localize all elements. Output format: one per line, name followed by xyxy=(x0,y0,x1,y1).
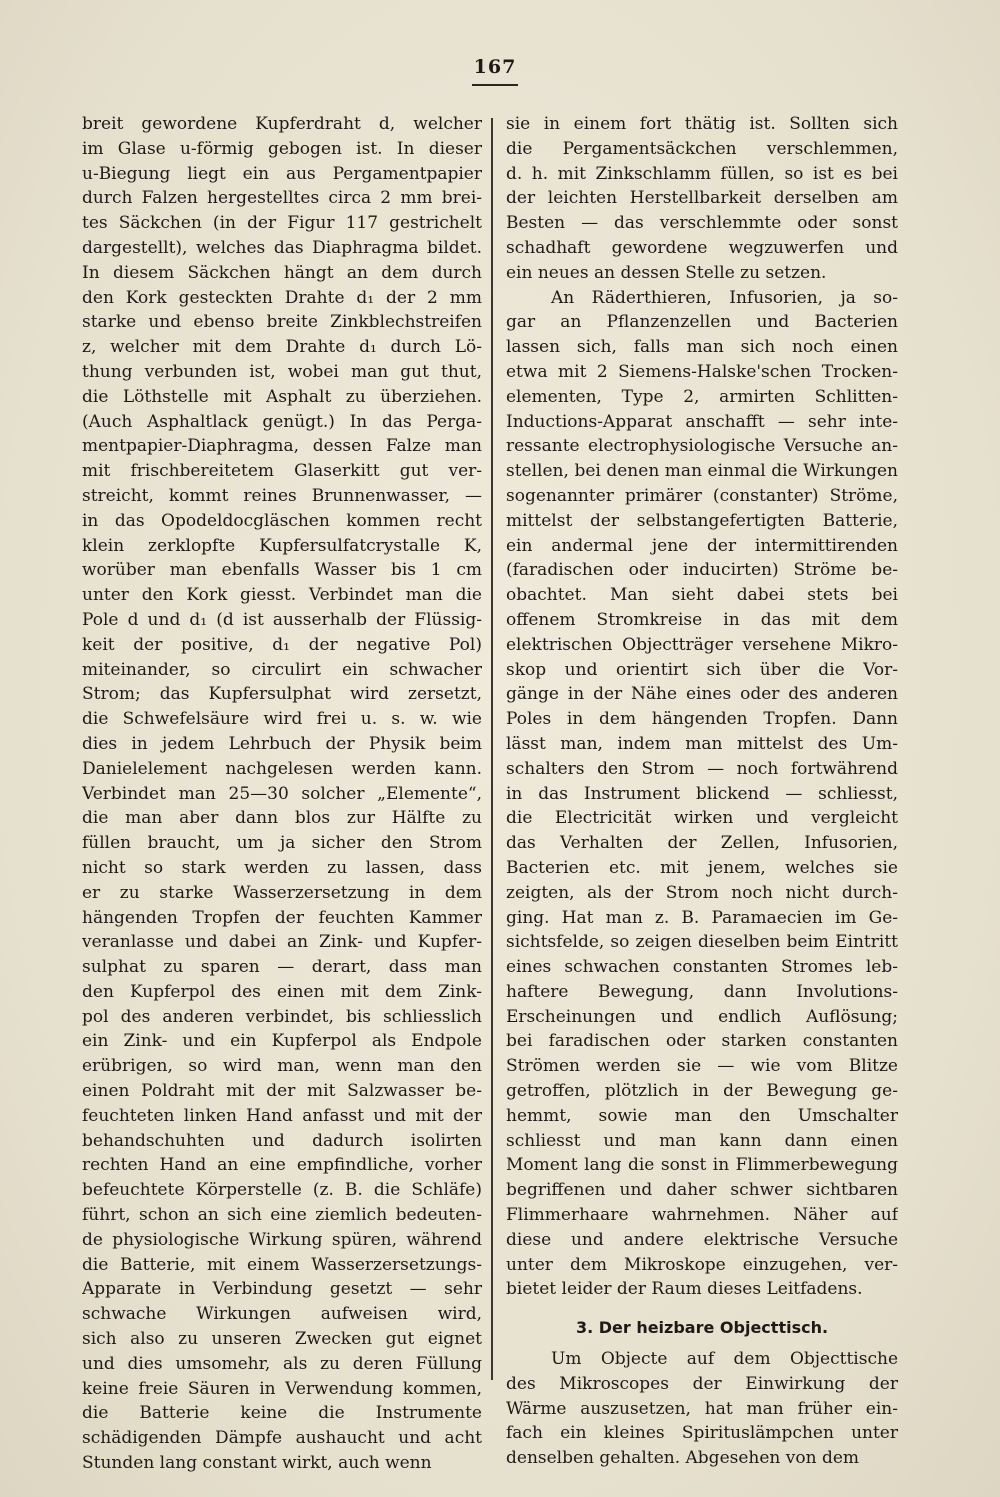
page-number: 167 xyxy=(473,56,517,78)
text-line: befeuchtete Körperstelle (z. B. die Schläfe) xyxy=(82,1180,482,1201)
text-line: diese und andere elektrische Versuche xyxy=(506,1229,898,1250)
text-line: in das Instrument blickend — schliesst, xyxy=(506,783,898,804)
text-line: Stunden lang constant wirkt, auch wenn xyxy=(82,1453,432,1474)
text-line: An Räderthieren, Infusorien, ja so- xyxy=(551,287,898,308)
text-line: haftere Bewegung, dann Involutions- xyxy=(506,981,898,1002)
text-line: unter den Kork giesst. Verbindet man die xyxy=(82,585,482,606)
right-column xyxy=(506,112,898,1471)
text-line: In diesem Säckchen hängt an dem durch xyxy=(82,262,482,283)
text-line: schalters den Strom — noch fortwährend xyxy=(506,758,898,779)
text-line: z, welcher mit dem Drahte d₁ durch Lö- xyxy=(82,337,482,358)
text-line: Strömen werden sie — wie vom Blitze xyxy=(506,1056,898,1077)
text-line: lassen sich, falls man sich noch einen xyxy=(506,337,898,358)
text-line: gänge in der Nähe eines oder des anderen xyxy=(506,684,898,705)
text-line: hängenden Tropfen der feuchten Kammer xyxy=(82,907,482,928)
text-line: sichtsfelde, so zeigen dieselben beim Eintritt xyxy=(506,932,898,953)
text-line: Danielelement nachgelesen werden kann. xyxy=(82,758,482,779)
text-line: schliesst und man kann dann einen xyxy=(506,1130,898,1151)
text-line: Strom; das Kupfersulphat wird zersetzt, xyxy=(82,684,482,705)
text-line: des Mikroscopes der Einwirkung der xyxy=(506,1373,898,1394)
text-line: füllen braucht, um ja sicher den Strom xyxy=(82,833,482,854)
text-line: ressante electrophysiologische Versuche an- xyxy=(506,436,898,457)
text-line: schädigenden Dämpfe aushaucht und acht xyxy=(82,1428,482,1449)
text-line: ein neues an dessen Stelle zu setzen. xyxy=(506,262,827,283)
text-line: Besten — das verschlemmte oder sonst xyxy=(506,213,898,234)
text-line: bietet leider der Raum dieses Leitfadens. xyxy=(506,1279,863,1300)
text-line: streicht, kommt reines Brunnenwasser, — xyxy=(82,485,482,506)
text-line: zeigten, als der Strom noch nicht durch- xyxy=(506,882,898,903)
text-line: bei faradischen oder starken constanten xyxy=(506,1031,898,1052)
text-line: der leichten Herstellbarkeit derselben am xyxy=(506,188,898,209)
text-line: tes Säckchen (in der Figur 117 gestrichelt xyxy=(82,213,482,234)
text-line: Pole d und d₁ (d ist ausserhalb der Flüssig- xyxy=(82,609,482,630)
text-line: veranlasse und dabei an Zink- und Kupfer- xyxy=(82,932,482,953)
text-line: keine freie Säuren in Verwendung kommen, xyxy=(82,1378,482,1399)
text-line: dies in jedem Lehrbuch der Physik beim xyxy=(82,733,482,754)
text-line: Erscheinungen und endlich Auflösung; xyxy=(506,1006,898,1027)
text-line: Verbindet man 25—30 solcher „Elemente“, xyxy=(82,783,482,804)
text-line: er zu starke Wasserzersetzung in dem xyxy=(82,882,482,903)
text-line: Poles in dem hängenden Tropfen. Dann xyxy=(506,709,898,730)
text-line: sie in einem fort thätig ist. Sollten sich xyxy=(506,114,898,134)
text-line: erübrigen, so wird man, wenn man den xyxy=(82,1056,482,1077)
right-column-top xyxy=(506,112,898,1302)
text-line: mentpapier-Diaphragma, dessen Falze man xyxy=(82,436,482,457)
text-line: führt, schon an sich eine ziemlich bedeuten- xyxy=(82,1205,482,1226)
column-divider xyxy=(491,118,493,1380)
text-line: ein andermal jene der intermittirenden xyxy=(506,535,898,556)
text-line: gar an Pflanzenzellen und Bacterien xyxy=(506,312,898,333)
text-line: d. h. mit Zinkschlamm füllen, so ist es bei xyxy=(506,163,898,184)
text-line: elementen, Type 2, armirten Schlitten- xyxy=(506,386,898,407)
text-line: ein Zink- und ein Kupferpol als Endpole xyxy=(82,1031,482,1052)
text-line: im Glase u-förmig gebogen ist. In dieser xyxy=(82,138,482,159)
text-line: die Batterie keine die Instrumente xyxy=(82,1403,482,1424)
text-line: denselben gehalten. Abgesehen von dem xyxy=(506,1448,860,1469)
text-line: etwa mit 2 Siemens-Halske'schen Trocken- xyxy=(506,361,898,382)
text-line: sulphat zu sparen — derart, dass man xyxy=(82,957,482,978)
text-line: nicht so stark werden zu lassen, dass xyxy=(82,857,482,878)
text-line: die Batterie, mit einem Wasserzersetzungs- xyxy=(82,1254,482,1275)
text-line: skop und orientirt sich über die Vor- xyxy=(506,659,898,680)
text-line: thung verbunden ist, wobei man gut thut, xyxy=(82,361,482,382)
text-line: hemmt, sowie man den Umschalter xyxy=(506,1105,898,1126)
text-line: den Kork gesteckten Drahte d₁ der 2 mm xyxy=(82,287,482,308)
text-line: fach ein kleines Spirituslämpchen unter xyxy=(506,1423,898,1444)
text-line: die man aber dann blos zur Hälfte zu xyxy=(82,808,482,829)
text-line: lässt man, indem man mittelst des Um- xyxy=(506,733,898,754)
text-line: worüber man ebenfalls Wasser bis 1 cm xyxy=(82,560,482,581)
text-line: die Pergamentsäckchen verschlemmen, xyxy=(506,138,898,159)
text-line: getroffen, plötzlich in der Bewegung ge- xyxy=(506,1081,898,1102)
text-line: in das Opodeldocgläschen kommen recht xyxy=(82,510,482,531)
text-line: Wärme auszusetzen, hat man früher ein- xyxy=(506,1398,898,1419)
text-line: klein zerklopfte Kupfersulfatcrystalle K, xyxy=(82,535,482,556)
text-line: begriffenen und daher schwer sichtbaren xyxy=(506,1180,898,1201)
text-line: breit gewordene Kupferdraht d, welcher xyxy=(82,114,482,134)
text-line: die Schwefelsäure wird frei u. s. w. wie xyxy=(82,709,482,730)
text-line: rechten Hand an eine empfindliche, vorher xyxy=(82,1155,482,1176)
text-line: das Verhalten der Zellen, Infusorien, xyxy=(506,833,898,854)
text-line: stellen, bei denen man einmal die Wirkungen xyxy=(506,461,898,482)
text-line: miteinander, so circulirt ein schwacher xyxy=(82,659,482,680)
text-line: eines schwachen constanten Stromes leb- xyxy=(506,957,898,978)
text-line: einen Poldraht mit der mit Salzwasser be- xyxy=(82,1081,482,1102)
text-line: obachtet. Man sieht dabei stets bei xyxy=(506,585,898,606)
page-number-rule xyxy=(472,84,518,86)
text-line: dargestellt), welches das Diaphragma bildet. xyxy=(82,237,482,258)
text-line: und dies umsomehr, als zu deren Füllung xyxy=(82,1353,482,1374)
text-line: durch Falzen hergestelltes circa 2 mm brei- xyxy=(82,188,482,209)
text-line: Um Objecte auf dem Objecttische xyxy=(551,1349,898,1370)
left-column xyxy=(82,112,482,1476)
text-line: keit der positive, d₁ der negative Pol) xyxy=(82,634,482,655)
text-line: u-Biegung liegt ein aus Pergamentpapier xyxy=(82,163,482,184)
text-line: offenem Stromkreise in das mit dem xyxy=(506,609,898,630)
text-line: behandschuhten und dadurch isolirten xyxy=(82,1130,482,1151)
text-line: mit frischbereitetem Glaserkitt gut ver- xyxy=(82,461,482,482)
text-line: Moment lang die sonst in Flimmerbewegung xyxy=(506,1155,898,1176)
text-line: de physiologische Wirkung spüren, während xyxy=(82,1229,482,1250)
text-line: feuchteten linken Hand anfasst und mit der xyxy=(82,1105,482,1126)
text-line: Flimmerhaare wahrnehmen. Näher auf xyxy=(506,1205,898,1226)
right-column-bottom xyxy=(506,1347,898,1471)
text-line: Inductions-Apparat anschafft — sehr inte- xyxy=(506,411,898,432)
text-line: schadhaft gewordene wegzuwerfen und xyxy=(506,237,898,258)
text-line: sogenannter primärer (constanter) Ströme, xyxy=(506,485,898,506)
text-line: den Kupferpol des einen mit dem Zink- xyxy=(82,981,482,1002)
text-line: elektrischen Objectträger versehene Mikro- xyxy=(506,634,898,655)
text-line: die Electricität wirken und vergleicht xyxy=(506,808,898,829)
text-line: Apparate in Verbindung gesetzt — sehr xyxy=(82,1279,482,1300)
text-line: mittelst der selbstangefertigten Batterie, xyxy=(506,510,898,531)
text-line: unter dem Mikroskope einzugehen, ver- xyxy=(506,1254,898,1275)
text-line: ging. Hat man z. B. Paramaecien im Ge- xyxy=(506,907,898,928)
section-heading: 3. Der heizbare Objecttisch. xyxy=(575,1318,829,1338)
text-line: die Löthstelle mit Asphalt zu überziehen. xyxy=(82,386,482,407)
text-line: Bacterien etc. mit jenem, welches sie xyxy=(506,857,898,878)
text-line: sich also zu unseren Zwecken gut eignet xyxy=(82,1329,482,1350)
text-line: schwache Wirkungen aufweisen wird, xyxy=(82,1304,482,1325)
text-line: pol des anderen verbindet, bis schliesslich xyxy=(82,1006,482,1027)
text-line: starke und ebenso breite Zinkblechstreifen xyxy=(82,312,482,333)
text-line: (faradischen oder inducirten) Ströme be- xyxy=(506,560,898,581)
text-line: (Auch Asphaltlack genügt.) In das Perga- xyxy=(82,411,482,432)
